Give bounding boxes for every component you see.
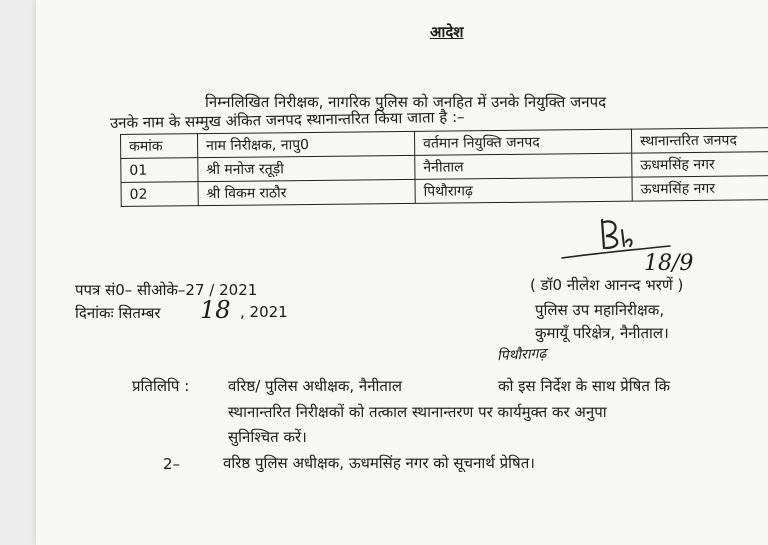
copy-item1-line2: स्थानान्तरित निरीक्षकों को तत्काल स्थानान्तरण पर कार्यमुक्त कर अनुपा: [228, 403, 607, 421]
cell-serial: 01: [121, 158, 198, 183]
date-day-handwritten: 18: [200, 296, 231, 324]
cell-current-district: पिथौरागढ़: [415, 177, 632, 203]
cell-name: श्री विकम राठौर: [198, 179, 415, 205]
cell-current-district: नैनीताल: [415, 153, 632, 179]
signature-date: 18/9: [644, 251, 694, 274]
transfer-table: [120, 126, 768, 207]
signatory-designation: पुलिस उप महानिरीक्षक,: [535, 301, 665, 319]
copy-item1-line1a: वरिष्ठ/ पुलिस अधीक्षक, नैनीताल: [228, 377, 403, 395]
intro-line-1: निम्नलिखित निरीक्षक, नागरिक पुलिस को जनहित में उनके नियुक्ति जनपद: [205, 93, 607, 111]
signatory-office: कुमायूँ परिक्षेत्र, नैनीताल।: [535, 324, 669, 342]
header-name: नाम निरीक्षक, नापु0: [198, 131, 415, 157]
signatory-name: ( डॉ0 नीलेश आनन्द भरणें ): [530, 276, 684, 294]
signature-mark: [560, 212, 710, 274]
header-transferred-district: स्थानान्तरित जनपद: [631, 127, 768, 153]
cell-name: श्री मनोज रतूड़ी: [198, 155, 415, 181]
header-serial: कमांक: [121, 134, 198, 159]
document-title: आदेश: [430, 23, 464, 41]
copy-item1-line1b: को इस निर्देश के साथ प्रेषित कि: [498, 377, 671, 395]
copy-item2-line: वरिष्ठ पुलिस अधीक्षक, ऊधमसिंह नगर को सूचनार्थ प्रेषित।: [223, 454, 535, 472]
cell-transferred-district: ऊधमसिंह नगर: [632, 175, 768, 201]
header-current-district: वर्तमान नियुक्ति जनपद: [414, 129, 631, 155]
cell-transferred-district: ऊधमसिंह नगर: [632, 151, 768, 177]
cell-serial: 02: [121, 182, 198, 207]
copy-item2-number: 2–: [163, 455, 181, 473]
reference-number: पपत्र सं0– सीओके–27 / 2021: [75, 281, 258, 299]
date-label: दिनांकः सितम्बर: [75, 304, 161, 322]
intro-line-2: उनके नाम के सम्मुख अंकित जनपद स्थानान्तरित किया जाता है :–: [109, 107, 465, 132]
copy-handwritten-insert: पिथौरागढ़: [496, 345, 547, 365]
date-year: , 2021: [240, 303, 288, 321]
copy-label: प्रतिलिपि :: [132, 377, 190, 395]
copy-item1-line3: सुनिश्चित करें।: [228, 428, 307, 446]
